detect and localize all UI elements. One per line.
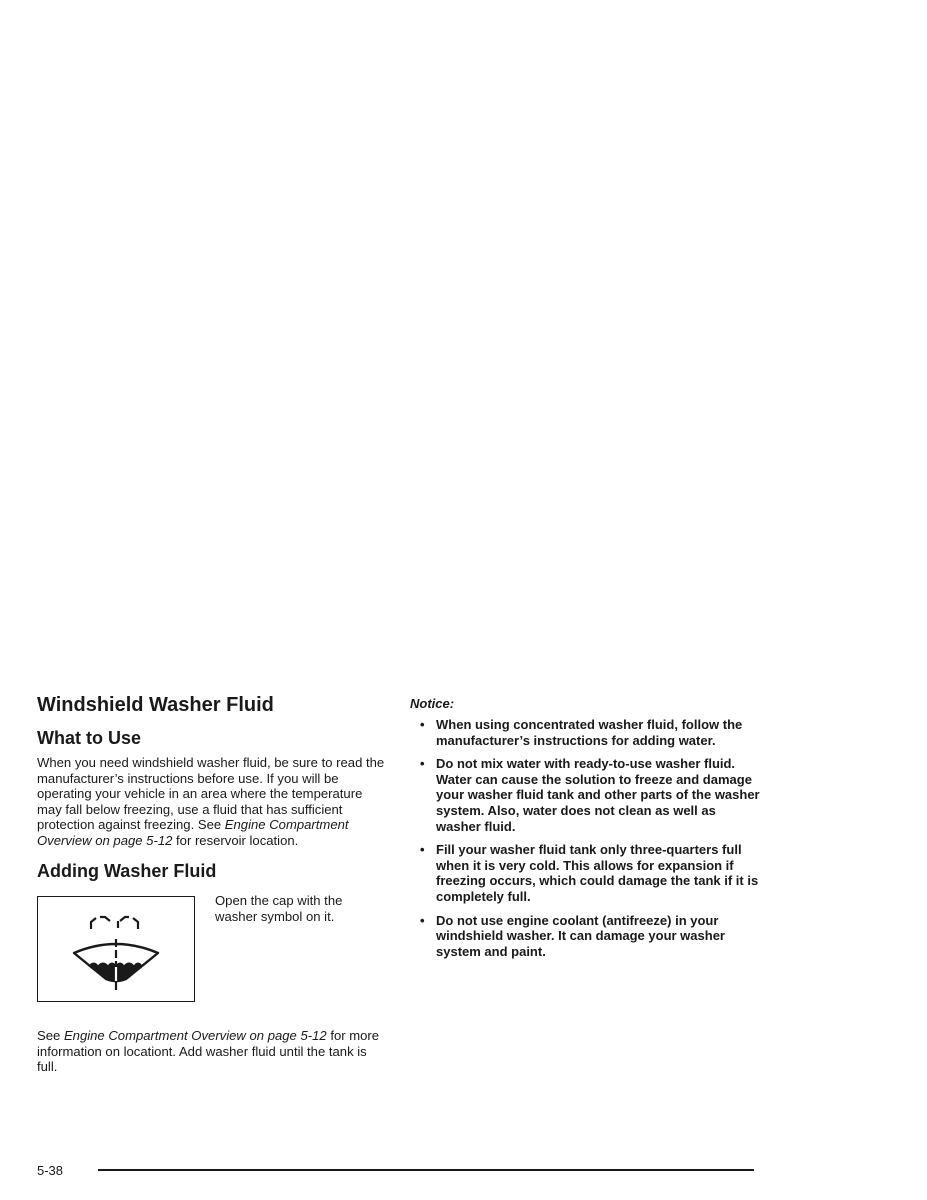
notice-list xyxy=(410,717,760,959)
what-to-use-paragraph xyxy=(37,755,387,848)
left-column xyxy=(37,692,387,1075)
what-to-use-text-1: When you need windshield washer fluid, be sure to read the manufacturer’s instructions before use. If you will be operating your vehicle in an area where the temperature may fall below freezing, use a fluid that has sufficient protection against freezing. See xyxy=(37,755,385,832)
notice-item xyxy=(410,913,760,960)
bullet-icon: • xyxy=(420,756,425,772)
what-to-use-text-2: for reservoir location. xyxy=(172,832,299,848)
what-to-use-heading: What to Use xyxy=(37,728,142,748)
washer-symbol-figure xyxy=(37,896,195,1002)
washer-figure-row xyxy=(37,893,387,1006)
notice-item-text: Do not use engine coolant (antifreeze) in your windshield washer. It can damage your washer system and paint. xyxy=(436,912,725,959)
bullet-icon: • xyxy=(420,842,425,858)
bullet-icon: • xyxy=(420,912,425,928)
notice-item xyxy=(410,842,760,904)
adding-see-text-1: See xyxy=(37,1028,64,1043)
notice-label: Notice: xyxy=(410,696,455,711)
figure-caption: Open the cap with the washer symbol on it. xyxy=(215,893,343,924)
page-number: 5-38 xyxy=(37,1163,64,1178)
adding-see-paragraph xyxy=(37,1028,387,1075)
right-column xyxy=(410,696,760,967)
notice-item-text: Do not mix water with ready-to-use washer fluid. Water can cause the solution to freeze and damage your washer fluid tank and other parts of the washer system. Also, water does not clean as well as washer fluid. xyxy=(436,756,760,834)
section-title: Windshield Washer Fluid xyxy=(37,694,274,716)
adding-washer-fluid-heading: Adding Washer Fluid xyxy=(37,861,217,881)
adding-see-text-2: for more information on locationt. Add washer fluid until the tank is full. xyxy=(37,1028,380,1074)
footer-rule xyxy=(98,1169,754,1171)
notice-item-text: Fill your washer fluid tank only three-quarters full when it is very cold. This allows for expansion if freezing occurs, which could damage the tank if it is completely full. xyxy=(436,842,759,904)
bullet-icon: • xyxy=(420,717,425,732)
notice-item-text: When using concentrated washer fluid, follow the manufacturer’s instructions for adding water. xyxy=(436,717,743,748)
engine-compartment-reference-2: Engine Compartment Overview on page 5-12 xyxy=(63,1028,327,1043)
notice-item xyxy=(410,756,760,834)
washer-fluid-symbol-icon xyxy=(38,897,196,1003)
engine-compartment-reference: Engine Compartment Overview on page 5-12 xyxy=(37,817,349,848)
notice-item xyxy=(410,717,760,748)
